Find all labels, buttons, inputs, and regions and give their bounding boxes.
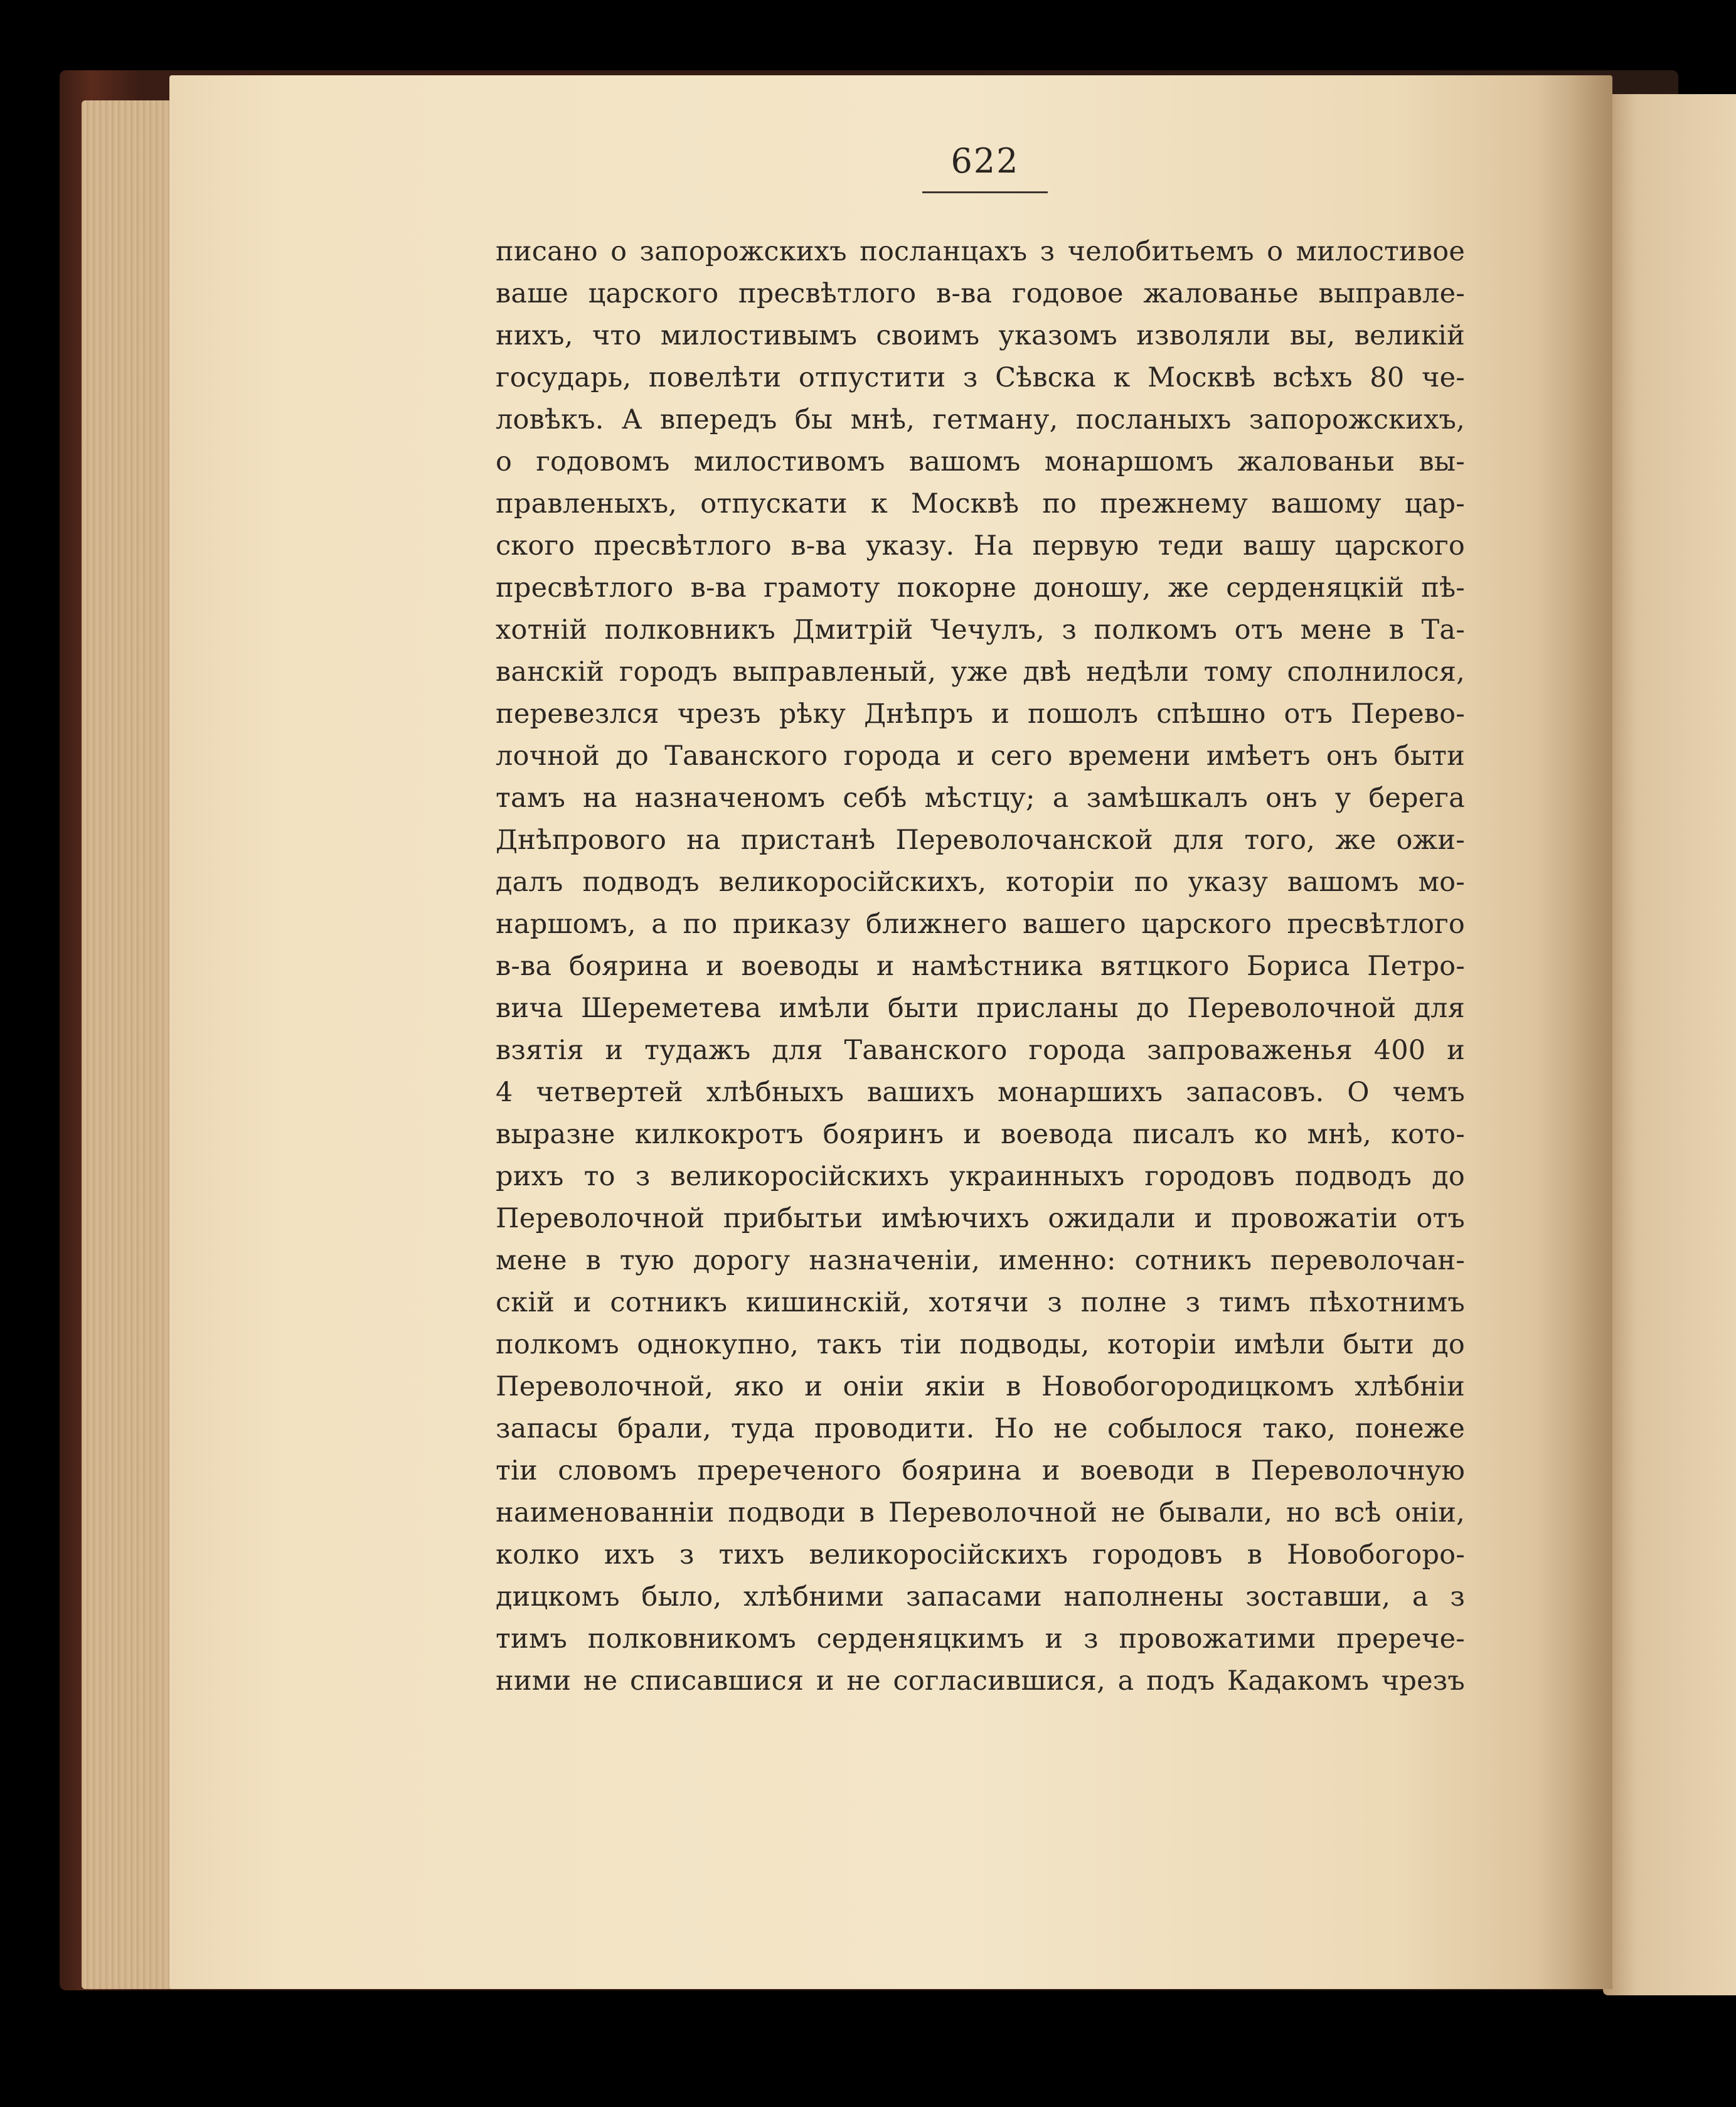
text-line: ловѣкъ. А впередъ бы мнѣ, гетману, посланыхъ запорожскихъ, [496,404,1465,435]
text-line: Переволочной прибытьи имѣючихъ ожидали и провожатіи отъ [496,1203,1465,1234]
text-line: пресвѣтлого в-ва грамоту покорне доношу, же серденяцкій пѣ- [496,572,1465,604]
text-line: вича Шереметева имѣли быти присланы до Переволочной для [496,993,1465,1024]
text-line: в-ва боярина и воеводы и намѣстника вятцкого Бориса Петро- [496,951,1465,982]
text-line: перевезлся чрезъ рѣку Днѣпръ и пошолъ спѣшно отъ Перево- [496,698,1465,730]
text-line: наршомъ, а по приказу ближнего вашего царского пресвѣтлого [496,909,1465,940]
text-line: о годовомъ милостивомъ вашомъ монаршомъ жалованьи вы- [496,446,1465,477]
text-line: правленыхъ, отпускати к Москвѣ по прежнему вашому цар- [496,488,1465,520]
text-line: тимъ полковникомъ серденяцкимъ и з провожатими пререче- [496,1623,1465,1655]
text-line: запасы брали, туда проводити. Но не собылося тако, понеже [496,1413,1465,1444]
text-line: полкомъ однокупно, такъ тіи подводы, которіи имѣли быти до [496,1329,1465,1360]
text-line: дицкомъ было, хлѣбними запасами наполнены зоставши, а з [496,1581,1465,1613]
text-line: скій и сотникъ кишинскій, хотячи з полне з тимъ пѣхотнимъ [496,1287,1465,1318]
text-line: Переволочной, яко и оніи якіи в Новобогородицкомъ хлѣбніи [496,1371,1465,1402]
facing-page [1603,94,1736,1995]
text-line: государь, повелѣти отпустити з Сѣвска к Москвѣ всѣхъ 80 че- [496,362,1465,393]
text-line: писано о запорожскихъ посланцахъ з челобитьемъ о милостивое [496,236,1465,267]
text-line: тамъ на назначеномъ себѣ мѣстцу; а замѣшкалъ онъ у берега [496,782,1465,814]
page-number: 622 [951,141,1020,181]
body-text [496,231,1465,1702]
text-line: взятія и тудажъ для Таванского города запроваженья 400 и [496,1035,1465,1066]
text-line: нихъ, что милостивымъ своимъ указомъ изволяли вы, великій [496,320,1465,351]
text-line: наименованніи подводи в Переволочной не бывали, но всѣ оніи, [496,1497,1465,1528]
text-line: Днѣпрового на пристанѣ Переволочанской для того, же ожи- [496,824,1465,856]
text-line: колко ихъ з тихъ великоросійскихъ городовъ в Новобогоро- [496,1539,1465,1571]
text-line: 4 четвертей хлѣбныхъ вашихъ монаршихъ запасовъ. О чемъ [496,1077,1465,1108]
text-line: ванскій городъ выправленый, уже двѣ недѣли тому сполнилося, [496,656,1465,688]
text-line: ваше царского пресвѣтлого в-ва годовое жалованье выправле- [496,278,1465,309]
text-line: тіи словомъ пререченого боярина и воеводи в Переволочную [496,1455,1465,1486]
page-number-rule [922,191,1048,193]
text-line: ними не списавшися и не согласившися, а подъ Кадакомъ чрезъ [496,1665,1465,1697]
gutter-shadow [1537,75,1612,1989]
text-line: мене в тую дорогу назначеніи, именно: сотникъ переволочан- [496,1245,1465,1276]
text-line: рихъ то з великоросійскихъ украинныхъ городовъ подводъ до [496,1161,1465,1192]
text-line: выразне килкокротъ бояринъ и воевода писалъ ко мнѣ, кото- [496,1119,1465,1150]
text-line: лочной до Таванского города и сего времени имѣетъ онъ быти [496,740,1465,772]
text-line: далъ подводъ великоросійскихъ, которіи по указу вашомъ мо- [496,867,1465,898]
text-line: ского пресвѣтлого в-ва указу. На первую теди вашу царского [496,530,1465,562]
text-line: хотній полковникъ Дмитрій Чечулъ, з полкомъ отъ мене в Та- [496,614,1465,646]
